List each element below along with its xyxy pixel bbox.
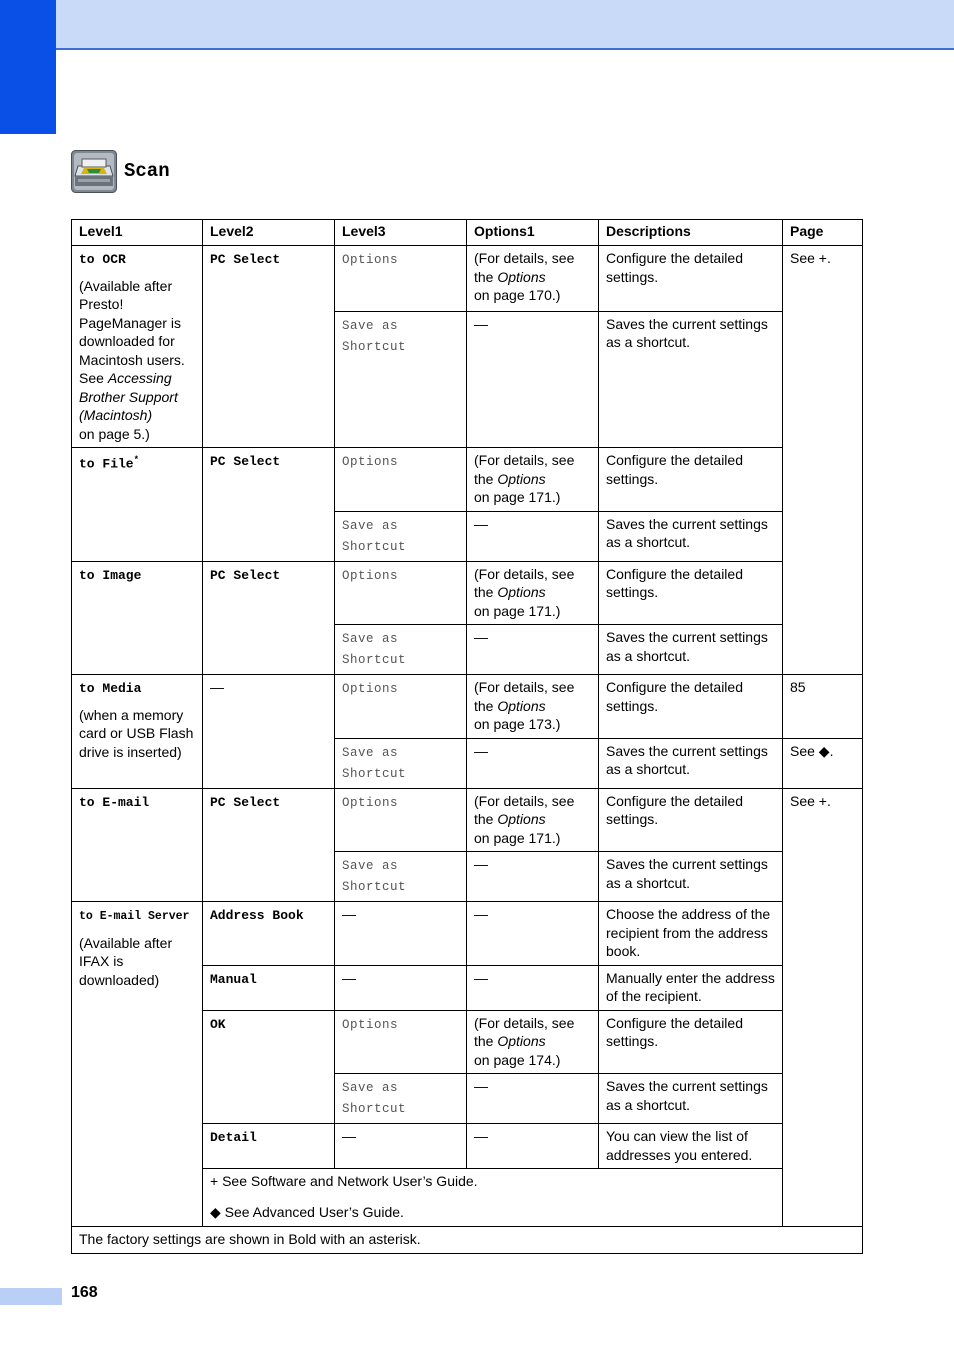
factory-note: The factory settings are shown in Bold with an asterisk. bbox=[72, 1227, 863, 1254]
level3-save-shortcut: Save as Shortcut bbox=[335, 738, 467, 788]
level2-cell: PC Select bbox=[203, 448, 335, 562]
scan-settings-table bbox=[71, 219, 863, 1254]
footnote-row bbox=[72, 1227, 863, 1254]
page-number: 168 bbox=[71, 1284, 98, 1301]
level3-cell: — bbox=[335, 965, 467, 1010]
description-cell: You can view the list of addresses you entered. bbox=[599, 1124, 783, 1169]
header-level3: Level3 bbox=[335, 220, 467, 246]
level2-cell: PC Select bbox=[203, 561, 335, 675]
level3-options: Options bbox=[335, 561, 467, 625]
level3-options: Options bbox=[335, 1010, 467, 1074]
section-title: Scan bbox=[124, 160, 170, 182]
level3-options: Options bbox=[335, 448, 467, 512]
level3-save-shortcut: Save as Shortcut bbox=[335, 1074, 467, 1124]
table-row bbox=[72, 448, 863, 512]
level3-options: Options bbox=[335, 675, 467, 739]
level2-cell: PC Select bbox=[203, 246, 335, 448]
options1-cell: — bbox=[467, 852, 599, 902]
level1-to-ocr bbox=[72, 246, 203, 448]
description-cell: Saves the current settings as a shortcut. bbox=[599, 311, 783, 447]
level2-address-book: Address Book bbox=[203, 902, 335, 966]
options1-cell: (For details, see the Options on page 170.) bbox=[467, 246, 599, 312]
level1-to-image: to Image bbox=[72, 561, 203, 675]
level3-options: Options bbox=[335, 788, 467, 852]
level3-save-shortcut: Save as Shortcut bbox=[335, 852, 467, 902]
level3-options: Options bbox=[335, 246, 467, 312]
description-cell: Saves the current settings as a shortcut. bbox=[599, 852, 783, 902]
table-row bbox=[72, 675, 863, 739]
footnote-plus: + See Software and Network User’s Guide. bbox=[210, 1173, 478, 1189]
description-cell: Manually enter the address of the recipient. bbox=[599, 965, 783, 1010]
table-header-row bbox=[72, 220, 863, 246]
options1-cell: — bbox=[467, 1124, 599, 1169]
description-cell: Configure the detailed settings. bbox=[599, 675, 783, 739]
options1-cell: — bbox=[467, 738, 599, 788]
options1-cell: — bbox=[467, 965, 599, 1010]
description-cell: Saves the current settings as a shortcut. bbox=[599, 738, 783, 788]
level2-ok: OK bbox=[203, 1010, 335, 1124]
options1-cell: (For details, see the Options on page 173.) bbox=[467, 675, 599, 739]
page-cell: See +. bbox=[783, 246, 863, 675]
options1-cell: (For details, see the Options on page 171.) bbox=[467, 448, 599, 512]
header-level2: Level2 bbox=[203, 220, 335, 246]
page-number-strip bbox=[0, 1288, 62, 1305]
level2-manual: Manual bbox=[203, 965, 335, 1010]
header-page: Page bbox=[783, 220, 863, 246]
level2-cell: — bbox=[203, 675, 335, 789]
description-cell: Choose the address of the recipient from the address book. bbox=[599, 902, 783, 966]
scanner-icon bbox=[71, 150, 117, 193]
options1-cell: — bbox=[467, 311, 599, 447]
chapter-tab bbox=[0, 0, 56, 134]
options1-cell: — bbox=[467, 1074, 599, 1124]
description-cell: Configure the detailed settings. bbox=[599, 448, 783, 512]
page-cell: See +. bbox=[783, 788, 863, 1227]
footnotes bbox=[203, 1169, 863, 1227]
description-cell: Saves the current settings as a shortcut. bbox=[599, 1074, 783, 1124]
description-cell: Saves the current settings as a shortcut. bbox=[599, 625, 783, 675]
table-row bbox=[72, 246, 863, 312]
table-row bbox=[72, 788, 863, 852]
description-cell: Configure the detailed settings. bbox=[599, 561, 783, 625]
level1-note: (Available after Presto! PageManager is downloaded for Macintosh users. See Accessing Brother Support (Macintosh) on page 5.) bbox=[79, 277, 185, 442]
level1-label: to OCR bbox=[79, 252, 126, 267]
level2-cell: PC Select bbox=[203, 788, 335, 902]
description-cell: Saves the current settings as a shortcut. bbox=[599, 511, 783, 561]
header-options1: Options1 bbox=[467, 220, 599, 246]
description-cell: Configure the detailed settings. bbox=[599, 1010, 783, 1074]
options1-cell: (For details, see the Options on page 174.) bbox=[467, 1010, 599, 1074]
level3-save-shortcut: Save as Shortcut bbox=[335, 625, 467, 675]
level3-cell: — bbox=[335, 902, 467, 966]
page-cell: 85 bbox=[783, 675, 863, 739]
page-cell: See ◆. bbox=[783, 738, 863, 788]
options1-cell: — bbox=[467, 511, 599, 561]
level1-to-file: to File* bbox=[72, 448, 203, 562]
options1-cell: (For details, see the Options on page 171.) bbox=[467, 788, 599, 852]
level1-to-email-server: to E-mail Server (Available after IFAX is downloaded) bbox=[72, 902, 203, 1227]
options1-cell: — bbox=[467, 625, 599, 675]
level3-save-shortcut: Save as Shortcut bbox=[335, 311, 467, 447]
description-cell: Configure the detailed settings. bbox=[599, 788, 783, 852]
level1-to-media: to Media (when a memory card or USB Flash drive is inserted) bbox=[72, 675, 203, 789]
table-row bbox=[72, 902, 863, 966]
level1-to-email: to E-mail bbox=[72, 788, 203, 902]
header-level1: Level1 bbox=[72, 220, 203, 246]
options1-cell: (For details, see the Options on page 171.) bbox=[467, 561, 599, 625]
level3-save-shortcut: Save as Shortcut bbox=[335, 511, 467, 561]
level3-cell: — bbox=[335, 1124, 467, 1169]
header-descriptions: Descriptions bbox=[599, 220, 783, 246]
options1-cell: — bbox=[467, 902, 599, 966]
header-band bbox=[56, 0, 954, 50]
level2-detail: Detail bbox=[203, 1124, 335, 1169]
table-row bbox=[72, 561, 863, 625]
description-cell: Configure the detailed settings. bbox=[599, 246, 783, 312]
footnote-diamond: ◆ See Advanced User’s Guide. bbox=[210, 1204, 404, 1220]
